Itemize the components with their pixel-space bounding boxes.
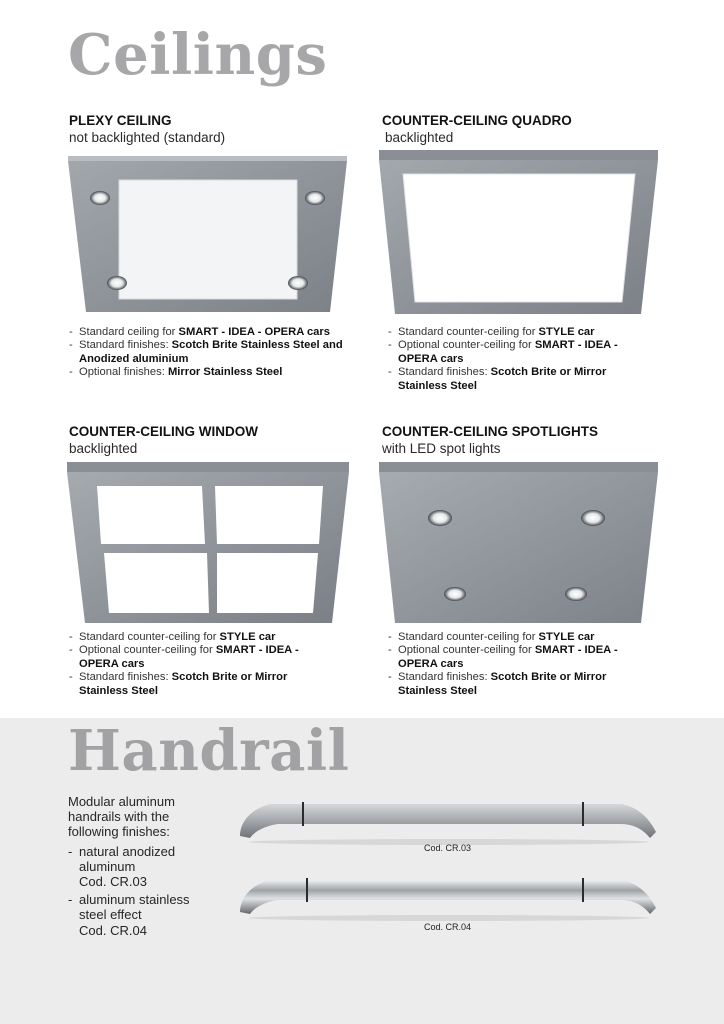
panel-window-heading xyxy=(69,424,359,457)
handrail-cr04-image xyxy=(236,874,662,924)
panel-title: PLEXY CEILING xyxy=(69,113,172,128)
ceilings-title: Ceilings xyxy=(68,22,328,88)
panel-plexy-heading xyxy=(69,113,359,146)
handrail-cr04-code: Cod. CR.04 xyxy=(424,922,472,932)
window-bullets xyxy=(69,631,331,698)
list-item: - Standard ceiling for SMART - IDEA - OPERA cars xyxy=(69,326,359,339)
panel-spotlights-heading xyxy=(382,424,672,457)
list-item: - Standard finishes: Scotch Brite or Mirror Stainless Steel xyxy=(388,366,650,393)
list-item: - Optional counter-ceiling for SMART - IDEA - OPERA cars xyxy=(388,644,650,671)
quadro-bullets xyxy=(388,326,650,393)
handrail-cr03-code: Cod. CR.03 xyxy=(424,843,472,853)
list-item: - Optional finishes: Mirror Stainless Steel xyxy=(69,366,359,379)
list-item: - aluminum stainless steel effect Cod. CR.04 xyxy=(68,892,218,938)
window-ceiling-image xyxy=(67,458,351,626)
list-item: - Standard counter-ceiling for STYLE car xyxy=(388,631,650,644)
list-item: - Standard counter-ceiling for STYLE car xyxy=(69,631,331,644)
list-item: - Standard counter-ceiling for STYLE car xyxy=(388,326,650,339)
spotlights-ceiling-image xyxy=(379,458,661,626)
list-item: - natural anodized aluminum Cod. CR.03 xyxy=(68,844,218,890)
list-item: - Optional counter-ceiling for SMART - IDEA - OPERA cars xyxy=(69,644,331,671)
panel-quadro-heading xyxy=(382,113,672,146)
plexy-bullets xyxy=(69,326,359,380)
panel-subtitle: not backlighted (standard) xyxy=(69,130,226,145)
panel-title: COUNTER-CEILING WINDOW xyxy=(69,424,258,439)
list-item: - Standard finishes: Scotch Brite or Mirror Stainless Steel xyxy=(388,671,650,698)
handrail-intro: Modular aluminum handrails with the following finishes: xyxy=(68,794,175,840)
panel-subtitle: backlighted xyxy=(385,130,454,145)
handrail-title: Handrail xyxy=(68,718,350,784)
panel-title: COUNTER-CEILING QUADRO xyxy=(382,113,572,128)
handrail-cr03-image xyxy=(236,798,662,848)
panel-title: COUNTER-CEILING SPOTLIGHTS xyxy=(382,424,598,439)
handrail-description xyxy=(68,794,218,938)
list-item: - Standard finishes: Scotch Brite or Mirror Stainless Steel xyxy=(69,671,331,698)
list-item: - Standard finishes: Scotch Brite Stainless Steel and Anodized aluminium xyxy=(69,339,359,366)
plexy-ceiling-image xyxy=(66,152,352,316)
spotlights-bullets xyxy=(388,631,650,698)
list-item: - Optional counter-ceiling for SMART - IDEA - OPERA cars xyxy=(388,339,650,366)
panel-subtitle: with LED spot lights xyxy=(382,441,501,456)
quadro-ceiling-image xyxy=(379,148,661,316)
panel-subtitle: backlighted xyxy=(69,441,138,456)
